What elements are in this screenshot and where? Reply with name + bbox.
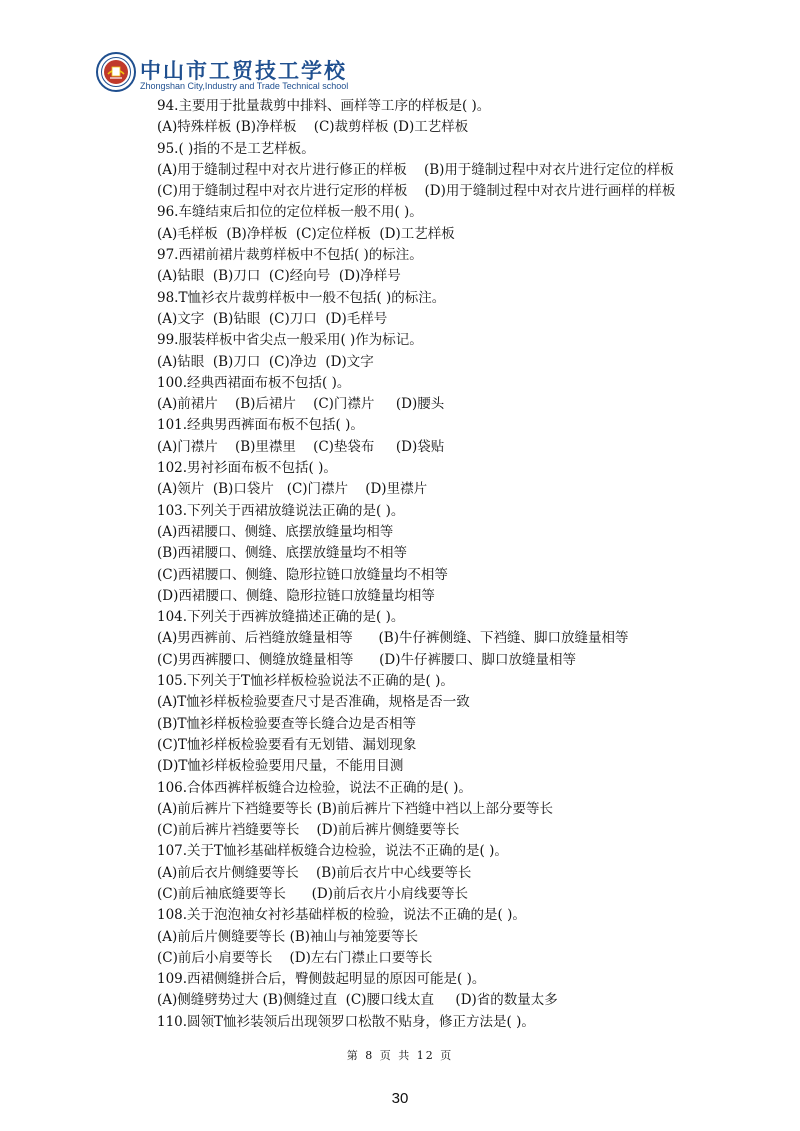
question-text: 101.经典男西裤面布板不包括( )。 (157, 417, 364, 434)
question-list (157, 96, 717, 1033)
answer-options: (A)领片 (B)口袋片 (C)门襟片 (D)里襟片 (157, 481, 428, 498)
answer-options: (C)前后裤片裆缝要等长 (D)前后裤片侧缝要等长 (157, 822, 460, 839)
question-text: 104.下列关于西裤放缝描述正确的是( )。 (157, 609, 405, 626)
answer-options: (A)西裙腰口、侧缝、底摆放缝量均相等 (157, 523, 394, 540)
page-info: 第 8 页 共 12 页 (346, 1049, 454, 1062)
answer-options: (C)男西裤腰口、侧缝放缝量相等 (D)牛仔裤腰口、脚口放缝量相等 (157, 651, 576, 668)
question-text: 95.( )指的不是工艺样板。 (157, 140, 315, 157)
answer-options: (A)钻眼 (B)刀口 (C)净边 (D)文字 (157, 353, 374, 370)
answer-options: (B)西裙腰口、侧缝、底摆放缝量均不相等 (157, 545, 407, 562)
answer-options: (A)男西裤前、后裆缝放缝量相等 (B)牛仔裤侧缝、下裆缝、脚口放缝量相等 (157, 630, 629, 647)
answer-options: (A)前后片侧缝要等长 (B)袖山与袖笼要等长 (157, 928, 419, 945)
answer-options: (C)前后袖底缝要等长 (D)前后衣片小肩线要等长 (157, 885, 468, 902)
answer-options: (D)T恤衫样板检验要用尺量，不能用目测 (157, 758, 404, 775)
school-name-en: Zhongshan City,Industry and Trade Technical school (140, 81, 349, 91)
question-text: 97.西裙前裙片裁剪样板中不包括( )的标注。 (157, 247, 423, 264)
question-text: 103.下列关于西裙放缝说法正确的是( )。 (157, 502, 405, 519)
question-text: 99.服装样板中省尖点一般采用( )作为标记。 (157, 332, 423, 349)
answer-options: (A)前后裤片下裆缝要等长 (B)前后裤片下裆缝中裆以上部分要等长 (157, 800, 554, 817)
answer-options: (C)西裙腰口、侧缝、隐形拉链口放缝量均不相等 (157, 566, 448, 583)
school-logo-icon (96, 52, 136, 92)
question-text: 110.圆领T恤衫装领后出现领罗口松散不贴身，修正方法是( )。 (157, 1013, 535, 1030)
question-text: 102.男衬衫面布板不包括( )。 (157, 460, 337, 477)
question-text: 107.关于T恤衫基础样板缝合边检验，说法不正确的是( )。 (157, 843, 508, 860)
answer-options: (A)门襟片 (B)里襟里 (C)垫袋布 (D)袋贴 (157, 438, 445, 455)
answer-options: (A)用于缝制过程中对衣片进行修正的样板 (B)用于缝制过程中对衣片进行定位的样板 (157, 161, 674, 178)
answer-options: (A)侧缝劈势过大 (B)侧缝过直 (C)腰口线太直 (D)省的数量太多 (157, 992, 558, 1009)
question-text: 106.合体西裤样板缝合边检验，说法不正确的是( )。 (157, 779, 472, 796)
answer-options: (A)前后衣片侧缝要等长 (B)前后衣片中心线要等长 (157, 864, 472, 881)
answer-options: (A)文字 (B)钻眼 (C)刀口 (D)毛样号 (157, 310, 388, 327)
page-number: 30 (391, 1090, 409, 1107)
question-text: 94.主要用于批量裁剪中排料、画样等工序的样板是( )。 (157, 98, 491, 114)
school-header (96, 52, 436, 94)
answer-options: (C)前后小肩要等长 (D)左右门襟止口要等长 (157, 949, 433, 966)
question-text: 96.车缝结束后扣位的定位样板一般不用( )。 (157, 204, 423, 221)
question-text: 109.西裙侧缝拼合后，臀侧鼓起明显的原因可能是( )。 (157, 971, 486, 988)
answer-options: (D)西裙腰口、侧缝、隐形拉链口放缝量均相等 (157, 587, 435, 604)
question-text: 105.下列关于T恤衫样板检验说法不正确的是( )。 (157, 673, 454, 690)
answer-options: (A)钻眼 (B)刀口 (C)经向号 (D)净样号 (157, 268, 401, 285)
question-text: 100.经典西裙面布板不包括( )。 (157, 374, 351, 391)
question-text: 108.关于泡泡袖女衬衫基础样板的检验，说法不正确的是( )。 (157, 907, 526, 924)
answer-options: (A)前裙片 (B)后裙片 (C)门襟片 (D)腰头 (157, 396, 445, 413)
question-text: 98.T恤衫衣片裁剪样板中一般不包括( )的标注。 (157, 289, 446, 306)
answer-options: (B)T恤衫样板检验要查等长缝合边是否相等 (157, 715, 416, 732)
answer-options: (C)用于缝制过程中对衣片进行定形的样板 (D)用于缝制过程中对衣片进行画样的样板 (157, 183, 676, 200)
school-name-cn: 中山市工贸技工学校 (140, 59, 347, 83)
answer-options: (C)T恤衫样板检验要看有无划错、漏划现象 (157, 736, 417, 753)
answer-options: (A)毛样板 (B)净样板 (C)定位样板 (D)工艺样板 (157, 225, 455, 242)
answer-options: (A)T恤衫样板检验要查尺寸是否准确，规格是否一致 (157, 694, 470, 711)
answer-options: (A)特殊样板 (B)净样板 (C)裁剪样板 (D)工艺样板 (157, 119, 469, 136)
